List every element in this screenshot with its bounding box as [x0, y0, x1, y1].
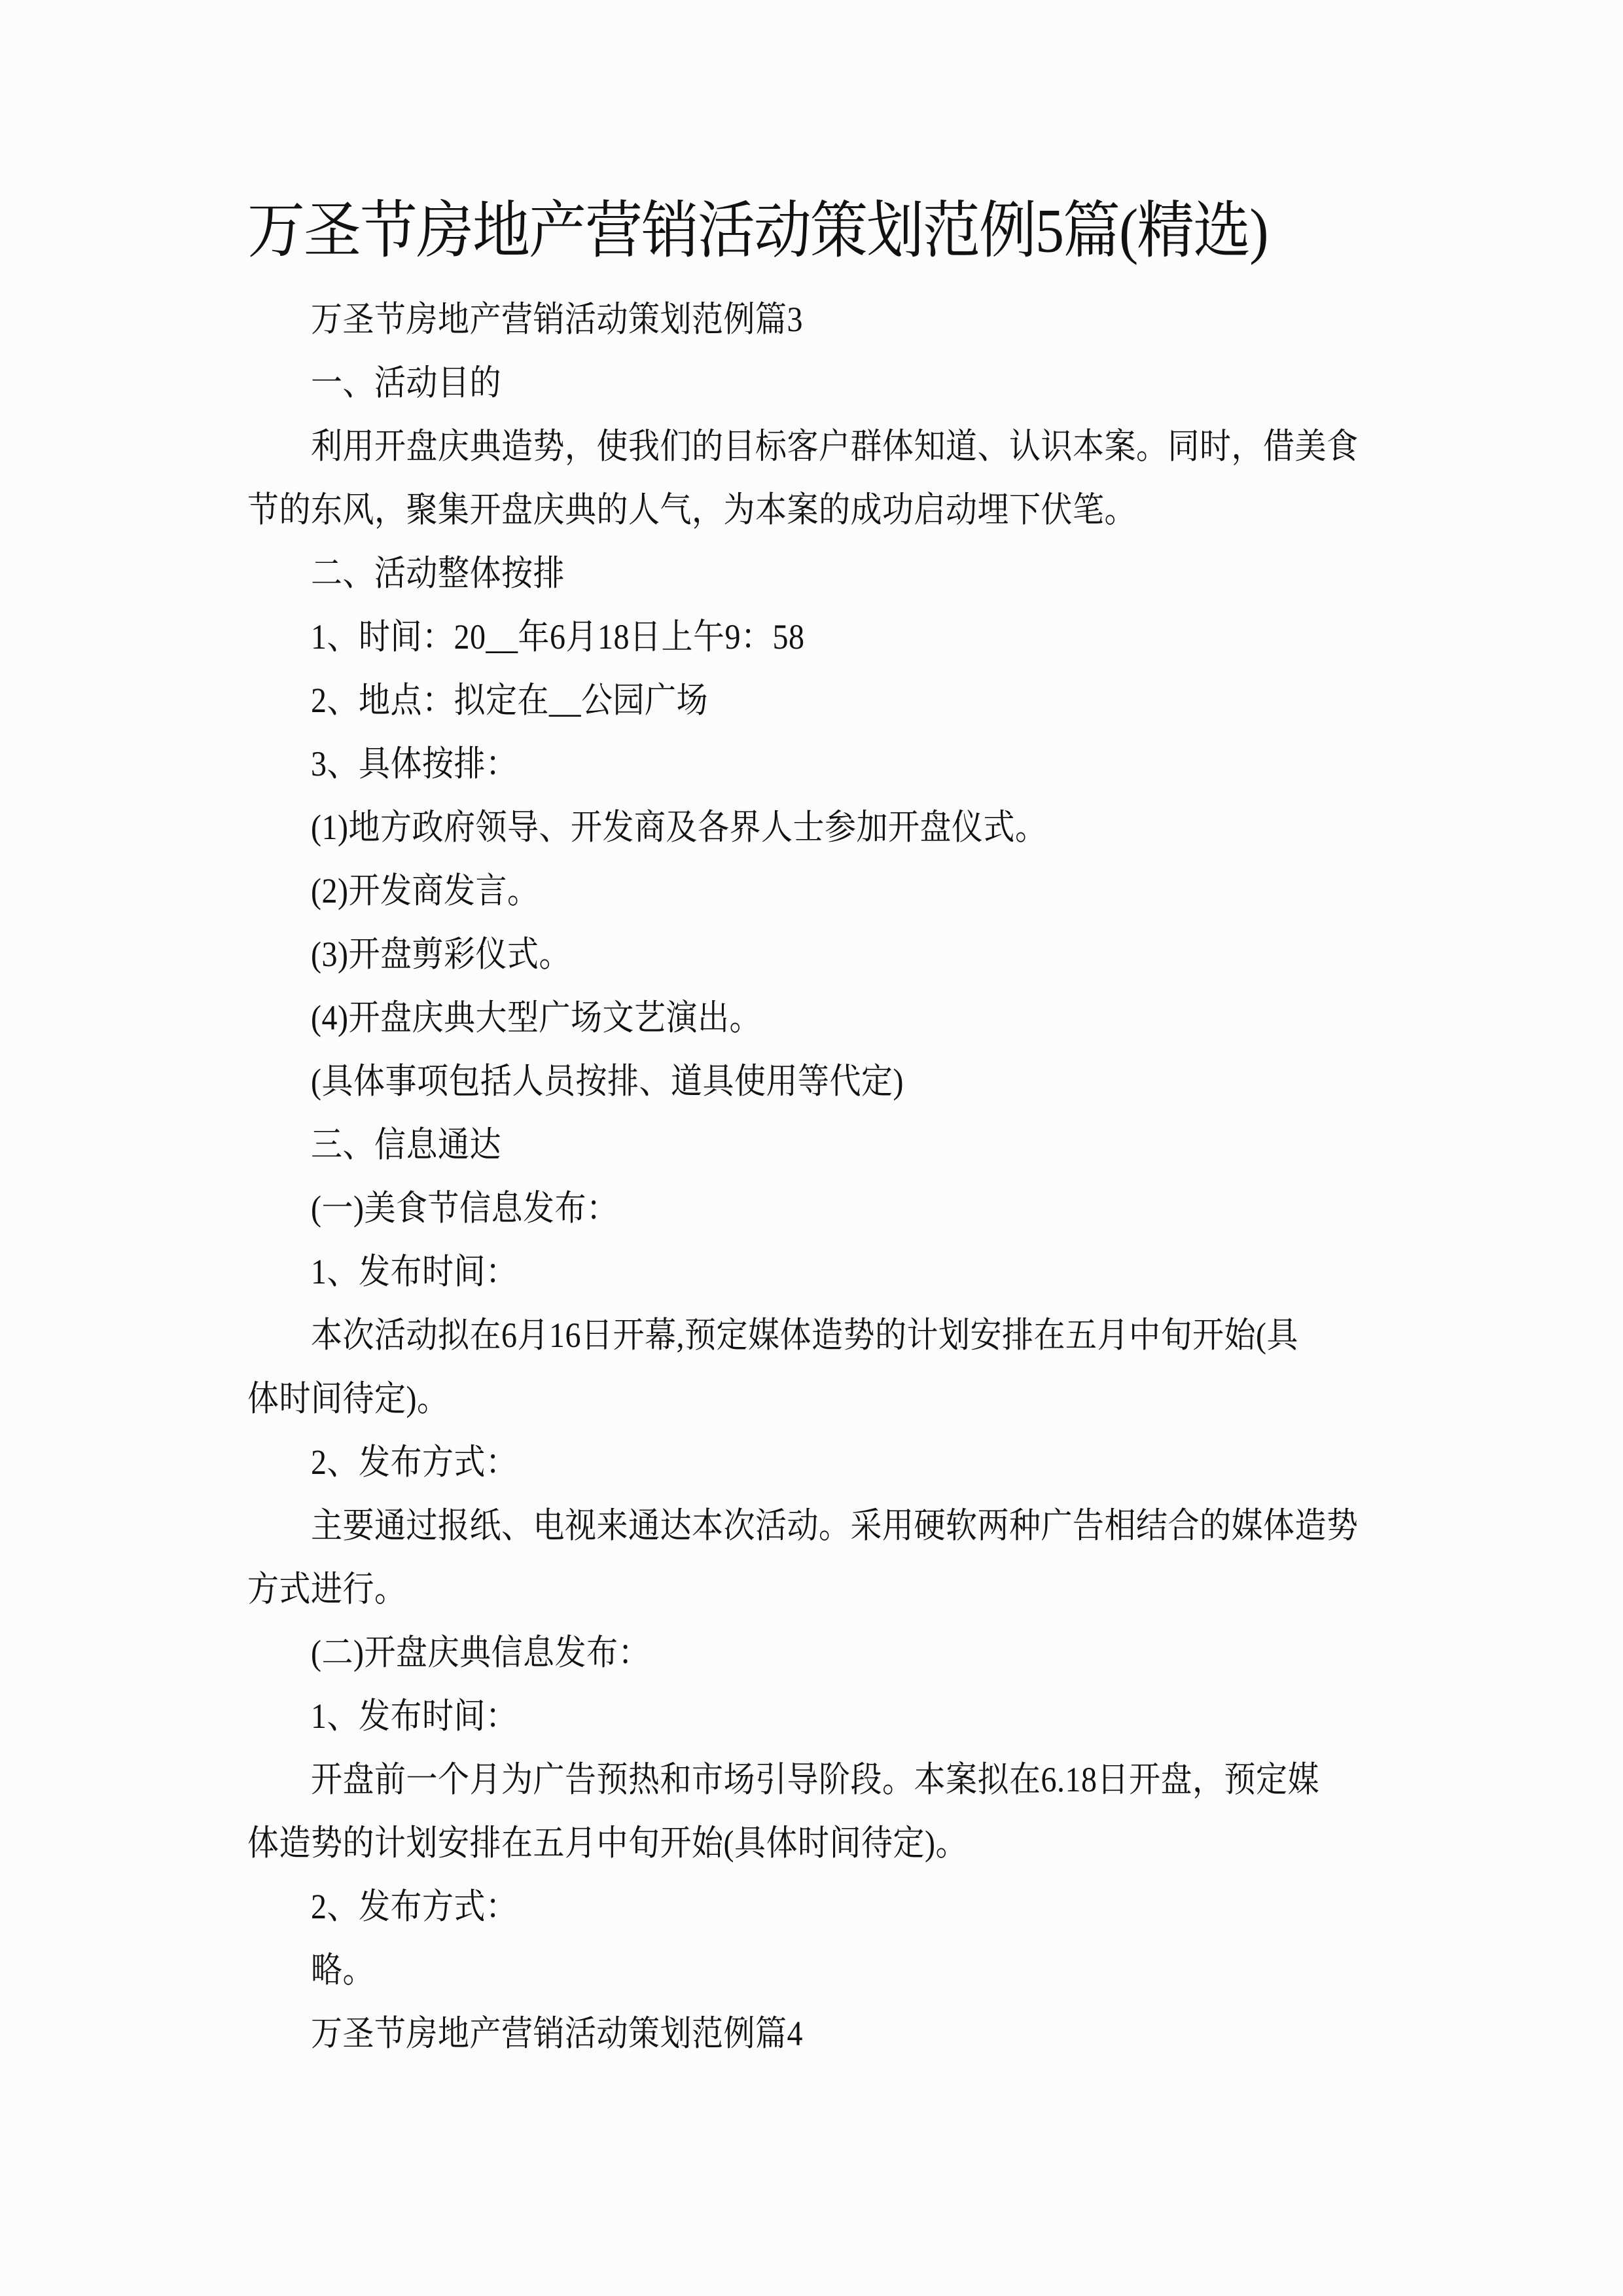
- line-text: 略。: [311, 1950, 375, 1990]
- line-text: 体时间待定)。: [247, 1379, 449, 1419]
- line-text: (一)美食节信息发布：: [311, 1189, 618, 1229]
- line-text: (1)地方政府领导、开发商及各界人士参加开盘仪式。: [311, 808, 1047, 848]
- paragraph-line: [247, 1494, 1376, 1558]
- line-text: 本次活动拟在6月16日开幕,预定媒体造势的计划安排在五月中旬开始(具: [311, 1316, 1298, 1355]
- paragraph-line: [247, 1939, 1376, 2002]
- line-text: 开盘前一个月为广告预热和市场引导阶段。本案拟在6.18日开盘，预定媒: [311, 1760, 1320, 1800]
- line-text: 方式进行。: [247, 1570, 406, 1609]
- section-heading-arrangement: [247, 542, 1376, 605]
- line-text: 节的东风，聚集开盘庆典的人气，为本案的成功启动埋下伏笔。: [247, 490, 1137, 530]
- line-text: 2、发布方式：: [311, 1443, 518, 1482]
- line-text: 万圣节房地产营销活动策划范例篇3: [311, 300, 804, 340]
- line-text: 1、发布时间：: [311, 1696, 518, 1736]
- line-text: 万圣节房地产营销活动策划范例篇4: [311, 2014, 804, 2054]
- list-item: [247, 986, 1376, 1050]
- list-item: [247, 1431, 1376, 1494]
- line-text: 三、信息通达: [311, 1125, 502, 1165]
- line-text: 1、发布时间：: [311, 1252, 518, 1292]
- paragraph-line: [247, 1812, 1376, 1875]
- line-text: 3、具体按排：: [311, 744, 518, 784]
- paragraph-line: [247, 415, 1376, 478]
- paragraph-line: [247, 478, 1376, 542]
- line-text: (二)开盘庆典信息发布：: [311, 1633, 650, 1673]
- list-item-time: [247, 605, 1376, 669]
- list-item-location: [247, 669, 1376, 732]
- list-item: [247, 859, 1376, 923]
- document-body: [247, 288, 1376, 2066]
- sub-heading-opening-ceremony: [247, 1621, 1376, 1685]
- paragraph-line: [247, 1558, 1376, 1621]
- line-text: 利用开盘庆典造势，使我们的目标客户群体知道、认识本案。同时，借美食: [311, 427, 1359, 467]
- line-text: 2、地点：拟定在__公园广场: [311, 681, 709, 721]
- paragraph-line: [247, 1748, 1376, 1812]
- line-text: 2、发布方式：: [311, 1887, 518, 1927]
- sub-heading-food-festival: [247, 1177, 1376, 1240]
- line-text: (2)开发商发言。: [311, 871, 539, 911]
- line-text: (4)开盘庆典大型广场文艺演出。: [311, 998, 761, 1038]
- line-text: 主要通过报纸、电视来通达本次活动。采用硬软两种广告相结合的媒体造势: [311, 1506, 1359, 1546]
- list-item: [247, 796, 1376, 859]
- section-heading-purpose: [247, 351, 1376, 415]
- article-subheading: [247, 288, 1376, 351]
- list-item: [247, 1685, 1376, 1748]
- line-text: 一、活动目的: [311, 363, 502, 403]
- article-subheading: [247, 2002, 1376, 2066]
- line-text: (具体事项包括人员按排、道具使用等代定): [311, 1062, 904, 1102]
- list-item: [247, 923, 1376, 986]
- line-text: (3)开盘剪彩仪式。: [311, 935, 571, 975]
- list-item-details: [247, 732, 1376, 796]
- list-item: [247, 1875, 1376, 1939]
- line-text: 体造势的计划安排在五月中旬开始(具体时间待定)。: [247, 1823, 967, 1863]
- paragraph-line: [247, 1367, 1376, 1431]
- section-heading-information: [247, 1113, 1376, 1177]
- note-line: [247, 1050, 1376, 1113]
- document-title: 万圣节房地产营销活动策划范例5篇(精选): [247, 197, 1268, 266]
- list-item: [247, 1240, 1376, 1304]
- paragraph-line: [247, 1304, 1376, 1367]
- line-text: 二、活动整体按排: [311, 554, 565, 594]
- line-text: 1、时间：20__年6月18日上午9：58: [311, 617, 805, 657]
